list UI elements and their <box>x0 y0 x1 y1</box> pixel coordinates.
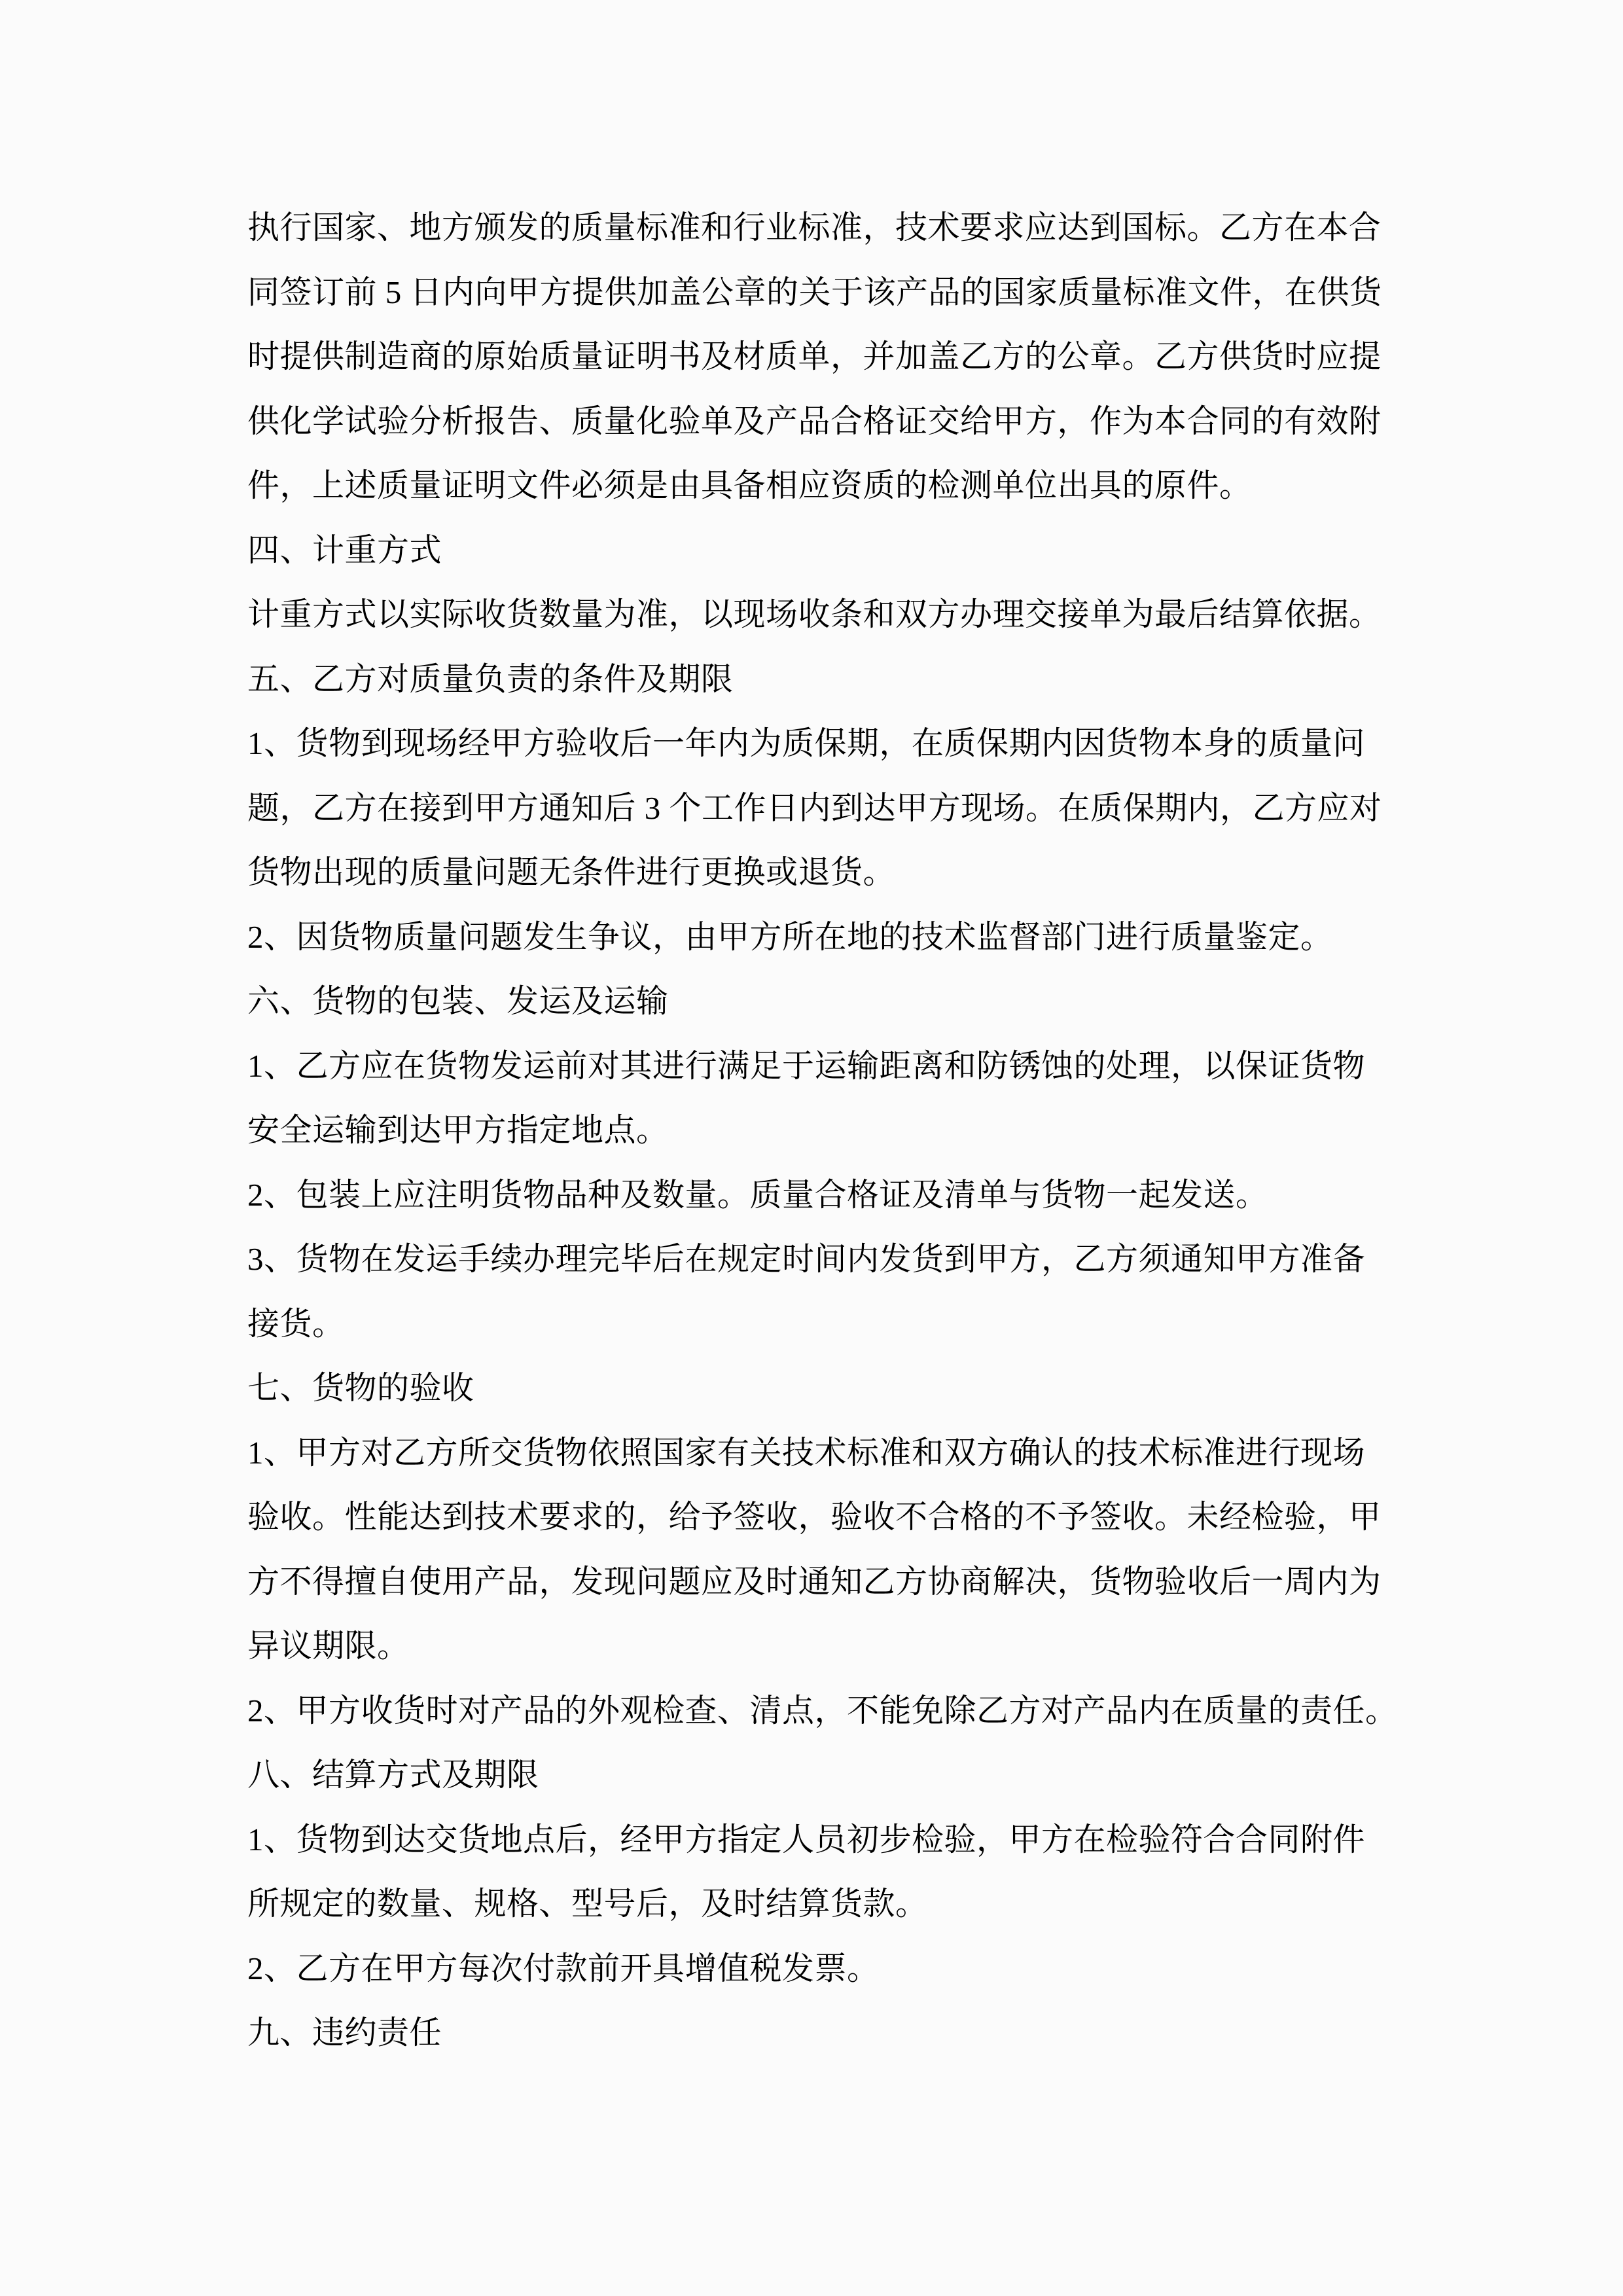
contract-line: 1、货物到现场经甲方验收后一年内为质保期，在质保期内因货物本身的质量问 <box>247 725 1366 761</box>
contract-line: 2、包装上应注明货物品种及数量。质量合格证及清单与货物一起发送。 <box>247 1176 1268 1213</box>
contract-line: 2、因货物质量问题发生争议，由甲方所在地的技术监督部门进行质量鉴定。 <box>247 918 1333 955</box>
contract-line: 验收。性能达到技术要求的，给予签收，验收不合格的不予签收。未经检验，甲 <box>247 1499 1382 1535</box>
contract-line: 2、甲方收货时对产品的外观检查、清点，不能免除乙方对产品内在质量的责任。 <box>247 1692 1398 1729</box>
contract-line: 所规定的数量、规格、型号后，及时结算货款。 <box>247 1886 928 1922</box>
contract-line: 安全运输到达甲方指定地点。 <box>247 1112 669 1148</box>
contract-line: 方不得擅自使用产品，发现问题应及时通知乙方协商解决，货物验收后一周内为 <box>247 1563 1382 1600</box>
contract-line: 2、乙方在甲方每次付款前开具增值税发票。 <box>247 1950 880 1986</box>
section-heading-4: 四、计重方式 <box>247 531 442 568</box>
section-heading-7: 七、货物的验收 <box>247 1370 474 1406</box>
contract-line: 时提供制造商的原始质量证明书及材质单，并加盖乙方的公章。乙方供货时应提 <box>247 338 1382 374</box>
contract-line: 同签订前 5 日内向甲方提供加盖公章的关于该产品的国家质量标准文件，在供货 <box>247 274 1382 310</box>
contract-line: 1、甲方对乙方所交货物依照国家有关技术标准和双方确认的技术标准进行现场 <box>247 1434 1366 1471</box>
contract-line: 异议期限。 <box>247 1628 410 1664</box>
section-heading-6: 六、货物的包装、发运及运输 <box>247 983 669 1019</box>
contract-line: 1、货物到达交货地点后，经甲方指定人员初步检验，甲方在检验符合合同附件 <box>247 1821 1366 1857</box>
contract-text-block <box>247 196 1399 2066</box>
contract-line: 计重方式以实际收货数量为准，以现场收条和双方办理交接单为最后结算依据。 <box>247 596 1382 632</box>
contract-line: 接货。 <box>247 1305 345 1342</box>
contract-line: 货物出现的质量问题无条件进行更换或退货。 <box>247 854 896 890</box>
contract-line: 3、货物在发运手续办理完毕后在规定时间内发货到甲方，乙方须通知甲方准备 <box>247 1241 1366 1277</box>
section-heading-5: 五、乙方对质量负责的条件及期限 <box>247 660 734 697</box>
contract-line: 供化学试验分析报告、质量化验单及产品合格证交给甲方，作为本合同的有效附 <box>247 403 1382 439</box>
section-heading-9: 九、违约责任 <box>247 2015 442 2051</box>
contract-line: 件，上述质量证明文件必须是由具备相应资质的检测单位出具的原件。 <box>247 467 1252 503</box>
section-heading-8: 八、结算方式及期限 <box>247 1757 539 1793</box>
contract-line: 执行国家、地方颁发的质量标准和行业标准，技术要求应达到国标。乙方在本合 <box>247 209 1382 245</box>
contract-line: 题，乙方在接到甲方通知后 3 个工作日内到达甲方现场。在质保期内，乙方应对 <box>247 789 1382 826</box>
contract-line: 1、乙方应在货物发运前对其进行满足于运输距离和防锈蚀的处理，以保证货物 <box>247 1047 1366 1084</box>
